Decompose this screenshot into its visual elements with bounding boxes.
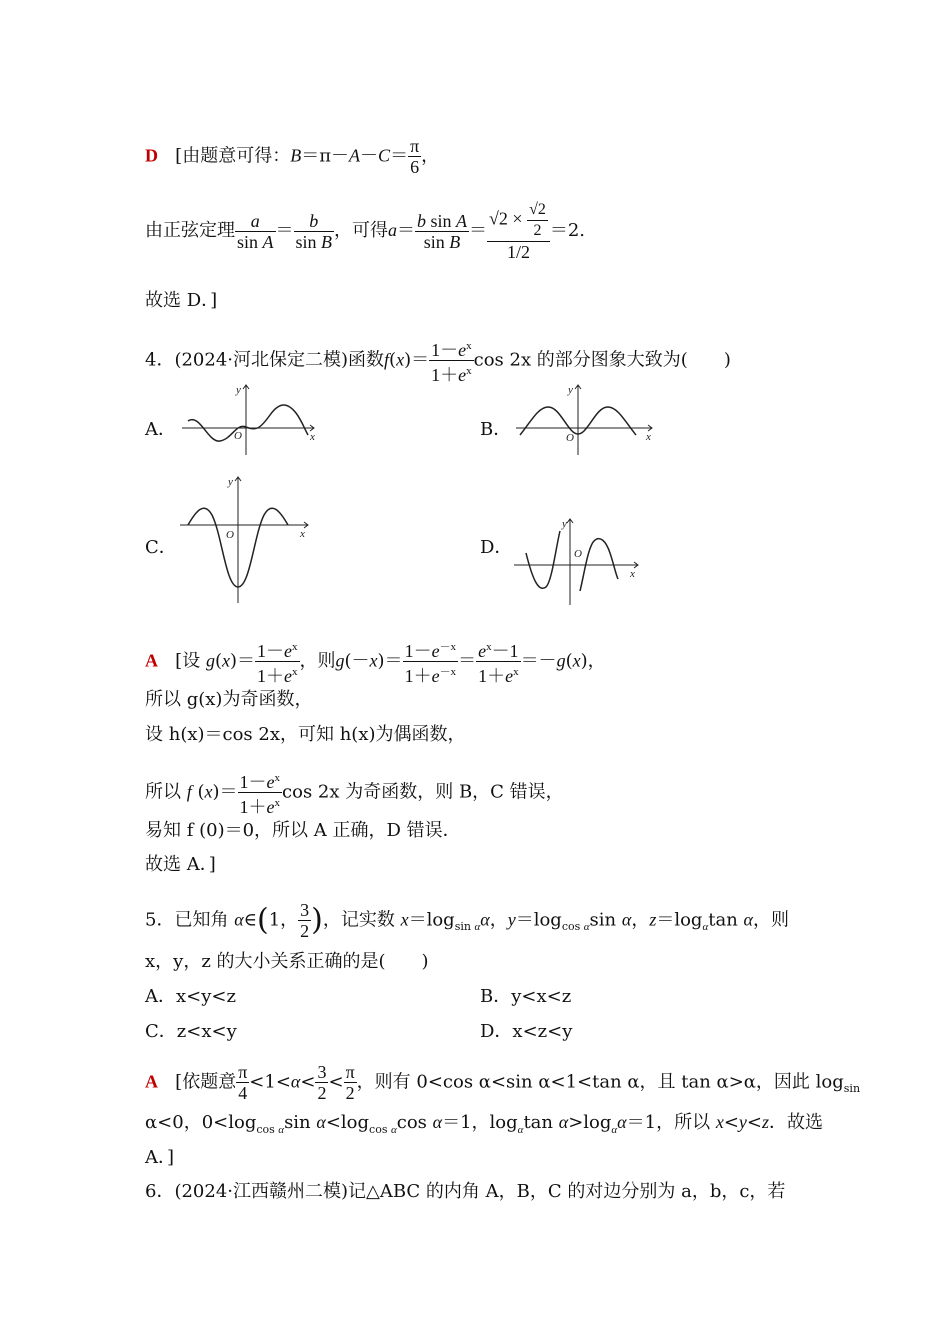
question-5-stem-line-1: 5．已知角 α∈(1， $\frac{3}{2}$ )，记实数 $x=\log_{sin \alpha}\alpha$，$y=\log_{cos \alpha}\sin$ α，$z=\log_\alpha\tan$ α，则	[145, 900, 789, 941]
answer-letter: A	[145, 1071, 158, 1092]
solution-3-end: 故选 D．]	[145, 290, 218, 311]
solution-4-line-5: 易知 f (0)＝0，所以 A 正确，D 错误．	[145, 820, 461, 841]
solution-4-line-1: A [设 g(x)＝ $\frac{1-e^x}{1+e^x}$ ，则g(－x)＝ $\frac{1-e^{-x}}{1+e^{-x}}$ ＝ $\frac{e^x-1}{1+e^x}$ ＝－g(x)，	[145, 637, 606, 686]
svg-text:O: O	[226, 529, 234, 541]
solution-3-line-2: 由正弦定理 $\frac{a}{\text{sin A}}$ ＝ $\frac{b}{\text{sin B}}$ ，可得a＝ $\frac{\text{b sin A}}{\text{sin B}}$ ＝ √2 × $\frac{√2}{2}$ 1/2 ＝2.	[145, 201, 586, 262]
question-5-option-b[interactable]: B．y<x<z	[480, 986, 572, 1007]
graph-option-c[interactable]	[178, 475, 313, 605]
question-5-option-d[interactable]: D．x<z<y	[480, 1021, 573, 1042]
svg-text:x: x	[630, 568, 635, 580]
question-5-stem-line-2: x，y，z 的大小关系正确的是( )	[145, 951, 429, 972]
solution-5-line-2: α<0，$0<\log_{cos \alpha}\sin$ $\alpha<\log_{cos \alpha}\cos$ α＝1，$\log_\alpha\tan$ $\alpha>\log_\alpha\alpha=1$，所以 x<y<z．故选	[145, 1112, 824, 1136]
svg-text:y: y	[562, 518, 567, 530]
solution-4-line-4: 所以 f (x)＝ $\frac{1-e^x}{1+e^x}$ cos 2x 为奇函数，则 B，C 错误，	[145, 768, 564, 817]
solution-5-line-3: A．]	[145, 1147, 175, 1168]
solution-4-line-6: 故选 A．]	[145, 854, 216, 875]
svg-text:x: x	[300, 528, 305, 540]
solution-5-line-1: A [依题意 $\frac{\pi}{4}$ <1<α< $\frac{3}{2}$ < $\frac{\pi}{2}$ ，则有 0<cos α<sin α<1<tan α，且 tan α>α，因此 $\log_{sin}$	[145, 1062, 861, 1103]
graph-option-b[interactable]	[512, 383, 657, 458]
graph-option-a[interactable]	[178, 383, 318, 458]
question-4-stem: 4．(2024·河北保定二模)函数f(x)＝ $\frac{1-e^x}{1+e^x}$ cos 2x 的部分图象大致为( )	[145, 336, 731, 385]
svg-text:y: y	[568, 384, 573, 396]
question-6-stem: 6．(2024·江西赣州二模)记△ABC 的内角 A，B，C 的对边分别为 a，b，c，若	[145, 1181, 786, 1202]
question-5-option-a[interactable]: A．x<y<z	[145, 986, 236, 1007]
svg-text:O: O	[566, 432, 574, 444]
answer-letter: D	[145, 145, 158, 166]
svg-text:y: y	[228, 476, 233, 488]
option-c-label[interactable]: C．	[145, 537, 177, 558]
svg-text:x: x	[310, 431, 315, 443]
svg-text:y: y	[236, 384, 241, 396]
option-d-label[interactable]: D．	[480, 537, 513, 558]
question-5-option-c[interactable]: C．z<x<y	[145, 1021, 237, 1042]
solution-4-line-2: 所以 g(x)为奇函数，	[145, 689, 313, 710]
svg-text:x: x	[646, 431, 651, 443]
svg-text:O: O	[574, 548, 582, 560]
option-b-label[interactable]: B．	[480, 419, 512, 440]
answer-letter: A	[145, 650, 158, 671]
option-a-label[interactable]: A．	[145, 419, 176, 440]
svg-text:O: O	[234, 430, 242, 442]
graph-option-d[interactable]	[512, 517, 642, 607]
solution-3-line-1: D [由题意可得：B＝π－A－C＝ $\frac{\pi}{6}$ ，	[145, 136, 440, 177]
solution-4-line-3: 设 h(x)＝cos 2x，可知 h(x)为偶函数，	[145, 724, 466, 745]
